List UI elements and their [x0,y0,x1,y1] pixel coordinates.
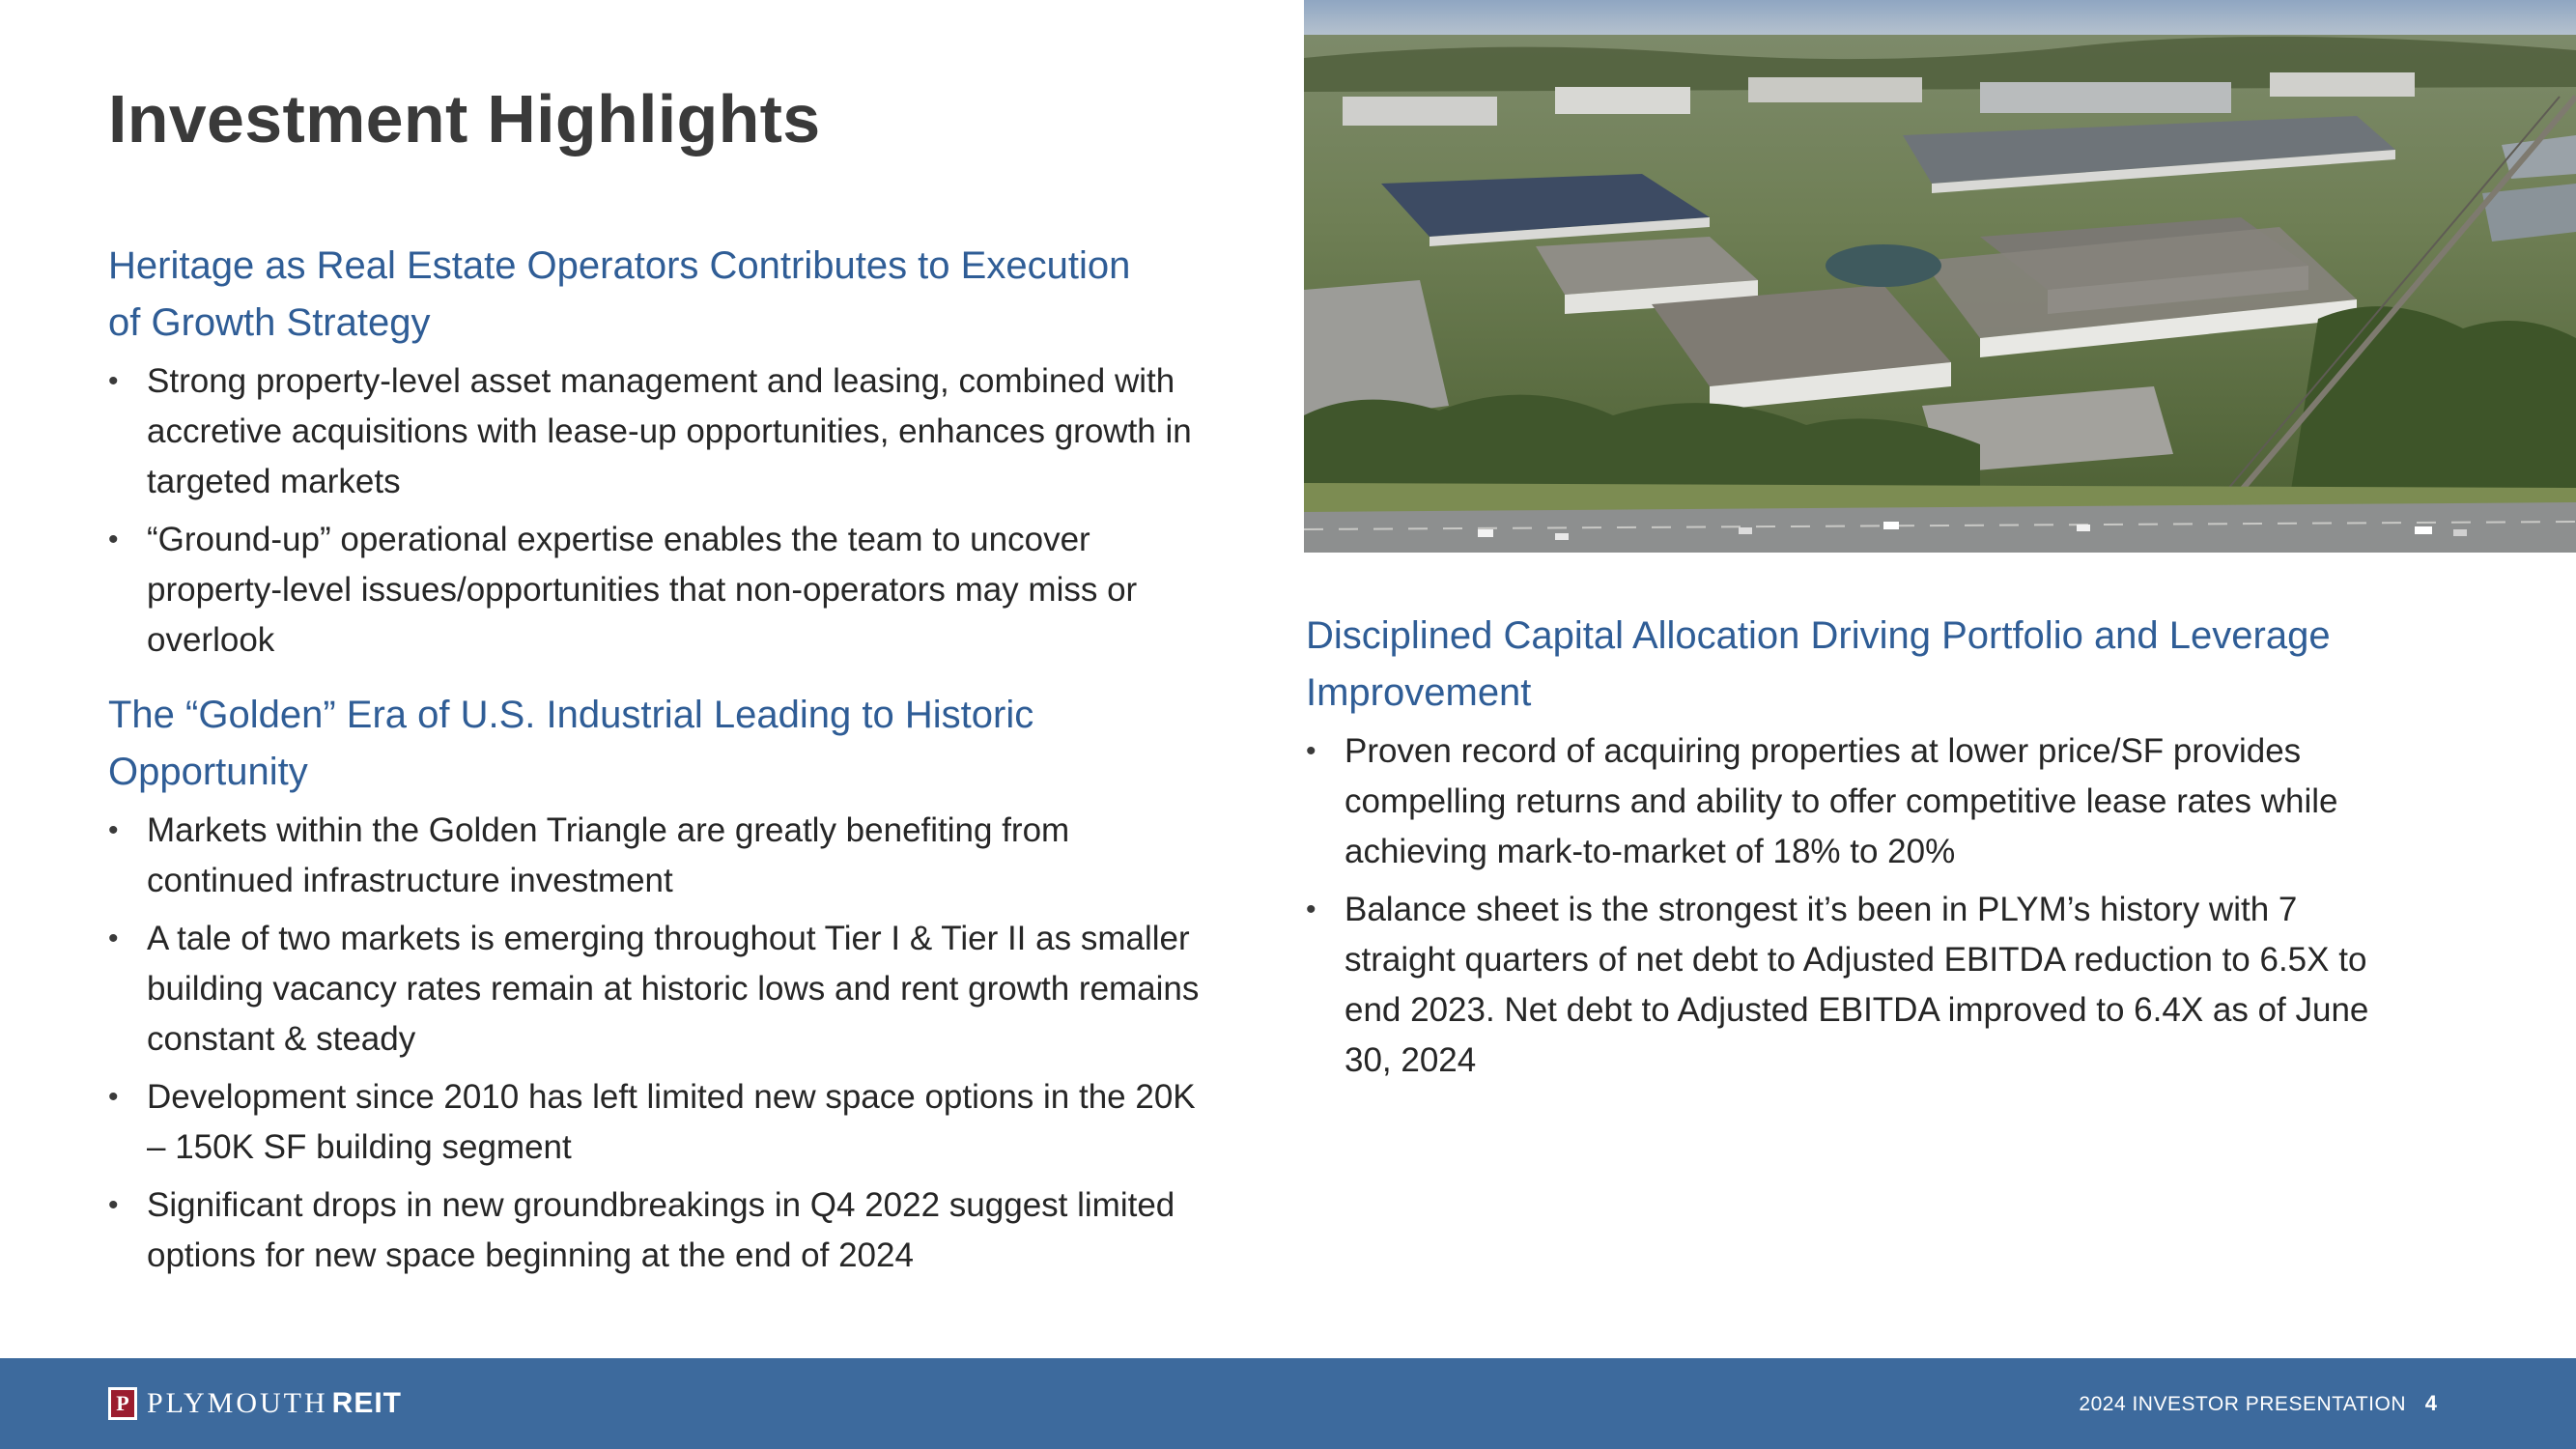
bullet-text: “Ground-up” operational expertise enables the team to uncover property-level issues/opportunities that non-operators may miss or overlook [147,521,1138,659]
bullet-dot-icon: • [108,814,119,846]
logo-wordmark-bold: REIT [331,1387,403,1419]
plymouth-reit-logo [108,1386,402,1421]
footer-bar [0,1358,2576,1449]
bullet-item [108,1072,1219,1173]
section-golden-era [108,687,1219,1281]
section-heading-line: of Growth Strategy [108,301,431,344]
bullet-item [108,515,1219,666]
left-column [108,238,1219,1289]
section-heritage [108,238,1219,666]
aerial-industrial-park-photo [1304,0,2576,553]
bullet-text: Markets within the Golden Triangle are greatly benefiting from continued infrastructure investment [147,811,1070,899]
bullet-dot-icon: • [1306,735,1316,767]
logo-mark-letter: P [111,1390,134,1417]
presentation-label: 2024 INVESTOR PRESENTATION [2079,1393,2406,1415]
bullet-item [108,914,1219,1065]
bullet-item [1306,726,2417,877]
section-heading [108,238,1219,352]
bullet-text: Significant drops in new groundbreakings in Q4 2022 suggest limited options for new space beginning at the end of 2024 [147,1186,1175,1274]
section-heading-line: Opportunity [108,751,308,793]
bullet-dot-icon: • [108,1081,119,1113]
bullet-item [108,356,1219,507]
bullet-text: Development since 2010 has left limited new space options in the 20K – 150K SF building segment [147,1078,1196,1166]
section-heading-line: Disciplined Capital Allocation Driving Portfolio and Leverage [1306,614,2331,657]
page-number: 4 [2424,1391,2437,1415]
bullet-list [1306,726,2417,1086]
bullet-list [108,356,1219,666]
bullet-dot-icon: • [108,365,119,397]
bullet-dot-icon: • [108,524,119,555]
bullet-text: Balance sheet is the strongest it’s been in PLYM’s history with 7 straight quarters of net debt to Adjusted EBITDA reduction to 6.5X to end 2023. Net debt to Adjusted EBITDA improved to 6.4X as of June 30, 2024 [1345,891,2369,1079]
bullet-text: Proven record of acquiring properties at lower price/SF provides compelling returns and ability to offer competitive lease rates while achieving mark-to-market of 18% to 20% [1345,732,2338,870]
bullet-item [1306,885,2417,1086]
section-heading [108,687,1219,801]
bullet-dot-icon: • [1306,894,1316,925]
bullet-text: Strong property-level asset management and leasing, combined with accretive acquisitions with lease-up opportunities, enhances growth in targeted markets [147,362,1192,500]
section-capital-allocation [1306,608,2417,1086]
slide-title: Investment Highlights [108,81,821,156]
right-column [1306,608,2417,1094]
section-heading-line: The “Golden” Era of U.S. Industrial Leading to Historic [108,694,1034,736]
bullet-item [108,1180,1219,1281]
section-heading [1306,608,2417,722]
bullet-text: A tale of two markets is emerging throughout Tier I & Tier II as smaller building vacancy rates remain at historic lows and rent growth remains constant & steady [147,920,1200,1058]
logo-wordmark: PLYMOUTH [147,1387,328,1419]
bullet-item [108,806,1219,906]
bullet-dot-icon: • [108,1189,119,1221]
section-heading-line: Improvement [1306,671,1532,714]
section-heading-line: Heritage as Real Estate Operators Contributes to Execution [108,244,1131,287]
bullet-list [108,806,1219,1281]
bullet-dot-icon: • [108,923,119,954]
logo-mark-icon [108,1387,137,1420]
